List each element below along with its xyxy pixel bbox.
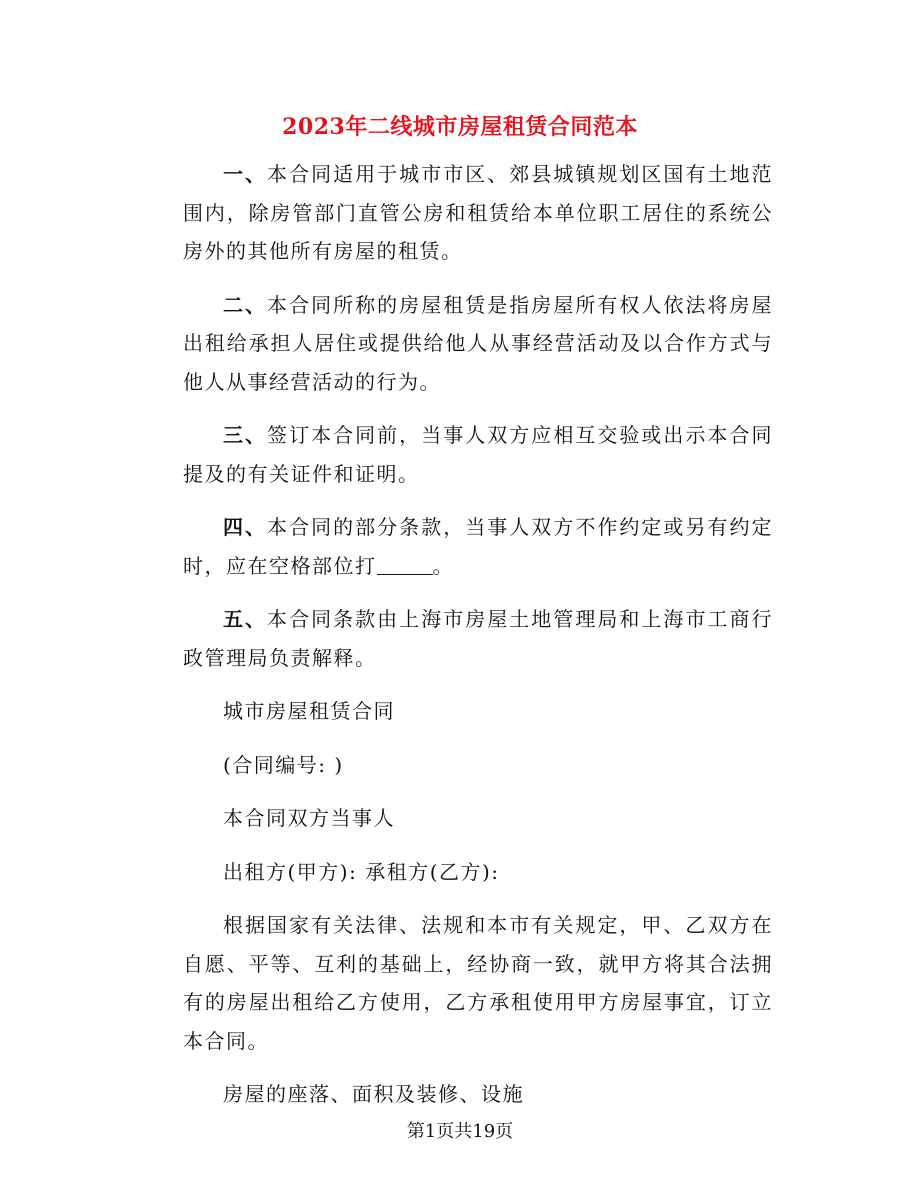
clause-number: 四、 [223,515,268,539]
clause-number: 三、 [223,423,268,447]
clause-end: 。 [432,553,454,578]
parties-line: 出租方(甲方): 承租方(乙方): [223,859,500,884]
clause-text: 签订本合同前，当事人双方应相互交验或出示本合同提及的有关证件和证明。 [183,423,774,486]
clause-text: 本合同条款由上海市房屋土地管理局和上海市工商行政管理局负责解释。 [183,607,774,670]
contract-number-line: (合同编号: ) [223,752,344,777]
clause-3 [183,416,773,493]
clause-number: 一、 [223,162,268,186]
clause-number: 五、 [223,607,268,631]
preamble-paragraph: 根据国家有关法律、法规和本市有关规定，甲、乙双方在自愿、平等、互利的基础上，经协商一致，就甲方将其合法拥有的房屋出租给乙方使用，乙方承租使用甲方房屋事宜，订立本合同。 [183,913,773,1053]
clause-1 [183,155,773,271]
page-footer: 第1页共19页 [406,1121,514,1142]
clause-text: 本合同所称的房屋租赁是指房屋所有权人依法将房屋出租给承担人居住或提供给他人从事经营活动及以合作方式与他人从事经营活动的行为。 [183,292,774,394]
document-body [183,155,773,1129]
clause-2 [183,286,773,402]
document-title: 2023年二线城市房屋租赁合同范本 [282,114,638,140]
parties-heading: 本合同双方当事人 [223,806,395,830]
clause-5 [183,600,773,677]
fill-in-blank [377,552,433,575]
contract-heading: 城市房屋租赁合同 [223,699,395,723]
section-heading: 房屋的座落、面积及装修、设施 [223,1082,524,1106]
clause-4 [183,508,773,585]
clause-text: 本合同的部分条款，当事人双方不作约定或另有约定时，应在空格部位打 [183,515,774,578]
clause-text: 本合同适用于城市市区、郊县城镇规划区国有土地范围内，除房管部门直管公房和租赁给本单位职工居住的系统公房外的其他所有房屋的租赁。 [183,162,774,263]
clause-number: 二、 [223,292,268,317]
